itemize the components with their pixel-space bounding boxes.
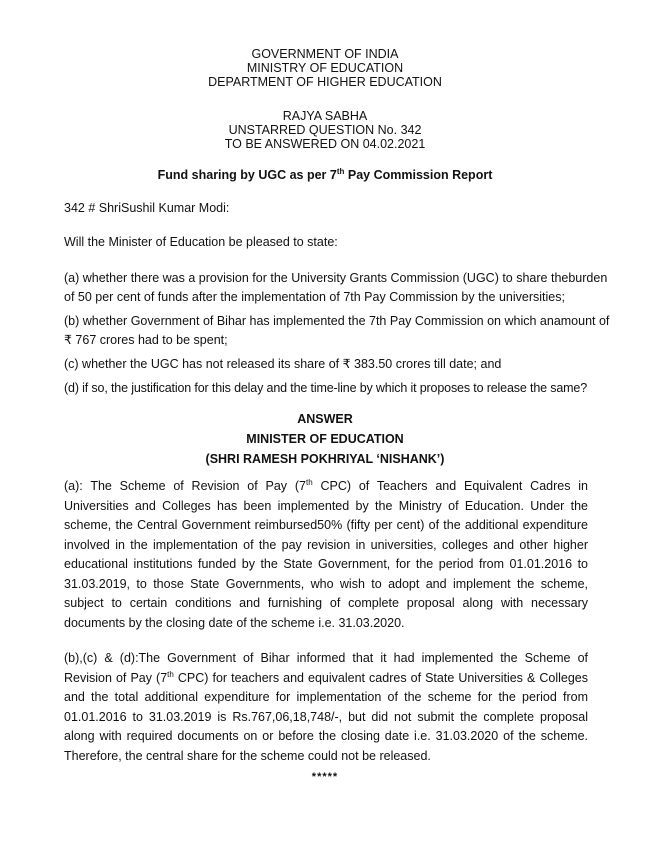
question-intro: Will the Minister of Education be pleased to state: [64,235,338,249]
question-section [64,201,610,405]
subject-text-post: Pay Commission Report [344,168,493,182]
answer-paragraph-a [64,477,588,633]
subject-superscript: th [336,166,345,176]
question-d: (d) if so, the justification for this delay and the time-line by which it proposes to release the same? [64,381,588,395]
answer-heading-block [0,409,650,469]
house-name: RAJYA SABHA [282,109,368,123]
question-b-line1: (b) whether Government of Bihar has implemented the 7th Pay Commission on which anamount of [64,314,610,328]
question-reference [0,109,650,151]
subject-text-pre: Fund sharing by UGC as per 7 [157,168,337,182]
para-bcd-text-pre: (b),(c) & (d):The Government of Bihar informed that it had implemented the Scheme of Revision of Pay (7 [64,651,588,685]
answer-paragraph-bcd [64,649,588,766]
question-a-line1: (a) whether there was a provision for the University Grants Commission (UGC) to share theburden [64,271,608,285]
header-government: GOVERNMENT OF INDIA [251,47,399,61]
answer-section [64,477,588,766]
header-ministry: MINISTRY OF EDUCATION [246,61,404,75]
answer-date: TO BE ANSWERED ON 04.02.2021 [224,137,426,151]
para-bcd-superscript: th [167,669,174,679]
question-c: (c) whether the UGC has not released its share of ₹ 383.50 crores till date; and [64,357,502,371]
ministry-header [0,47,650,89]
header-department: DEPARTMENT OF HIGHER EDUCATION [208,75,442,89]
para-bcd-text-post: CPC) for teachers and equivalent cadres of State Universities & Colleges and the total additional expenditure for implementation of the scheme for the period from 01.01.2016 to 31.03.2019 is Rs.767,06,18,748/-, but did not submit the complete proposal along with required documents on or before the closing date i.e. 31.03.2020 of the scheme. Therefore, the central share for the scheme could not be released. [64,670,589,763]
question-b-line2: ₹ 767 crores had to be spent; [64,333,228,347]
para-a-text-post: CPC) of Teachers and Equivalent Cadres in Universities and Colleges has been implemented by the Ministry of Education. Under the scheme, the Central Government reimbursed50% (fifty per cent) of the additional expenditure involved in the implementation of the pay revision in universities, colleges and other higher educational institutions funded by the State Government, for the period from 01.01.2016 to 31.03.2019, to those State Governments, who wish to adopt and implement the scheme, subject to certain conditions and furnishing of complete proposal along with necessary documents by the closing date of the scheme i.e. 31.03.2020. [64,479,588,630]
end-mark: ***** [311,771,339,783]
question-a-line2: of 50 per cent of funds after the implementation of 7th Pay Commission by the universities; [64,290,565,304]
subject-title [0,168,650,183]
para-a-superscript: th [305,477,313,487]
para-a-text-pre: (a): The Scheme of Revision of Pay (7 [64,479,306,493]
answer-heading: ANSWER [297,412,353,426]
question-number: UNSTARRED QUESTION No. 342 [228,123,422,137]
minister-title: MINISTER OF EDUCATION [246,432,404,446]
minister-name: (SHRI RAMESH POKHRIYAL ‘NISHANK’) [205,452,445,466]
asked-by: 342 # ShriSushil Kumar Modi: [64,201,230,215]
